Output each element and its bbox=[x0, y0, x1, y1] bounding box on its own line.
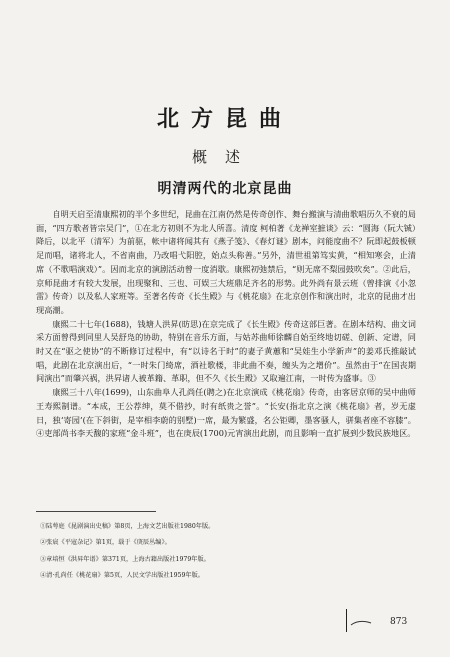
page-number: 873 bbox=[390, 617, 408, 627]
paragraph: 康熙三十八年(1699)，山东曲阜人孔尚任(聘之)在北京演成《桃花扇》传奇，由客居京师的吴中曲师王寿熙制谱。“本成，王公荐绅，莫不借抄，时有纸贵之誉”。“长安(指北京之演《桃花扇》者，岁无虚日，独‘寄园’(在下斜街，是宰相李蔚的别墅)一席，最为繁盛，名公钜卿，墨客骚人，骈集者座不容膝”。④吏部尚书李天馥的家班“金斗班”，也在庚辰(1700)元宵演出此剧，而且影响一直扩展到少数民族地区。 bbox=[36, 387, 416, 439]
section-title: 明清两代的北京昆曲 bbox=[157, 181, 293, 197]
paragraph: 康熙二十七年(1688)，钱塘人洪昇(昉思)在京完成了《长生殿》传奇这部巨著。在剧本结构、曲文词采方面曾得到同里人吴舒凫的协助，特别在音乐方面，与姑苏曲师徐麟自始至终地切磋、创新、定谱，同时又在“驱之使协”的不断修订过程中，有“以诗名于时”的妻子黄蕙和“吴娃生小学新声”的姜邓氏推敲试唱，此剧在北京演出后，“一时朱门绮席，酒社歌楼，非此曲不奏，缠头为之增价”。虽然由于“在国丧期间演出”而肇兴祸，洪昇诸人被革籍、革职，但不久《长生殿》又取遍江南，一时传为盛事。③ bbox=[36, 318, 416, 384]
footnote: ②张宸《平寇杂记》第1页，载于《庚辰丛编》。 bbox=[40, 539, 171, 547]
footnotes bbox=[40, 519, 410, 584]
paragraph: 自明天启至清康熙初的半个多世纪，昆曲在江南仍然是传奇创作、舞台搬演与清曲歌唱历久不衰的局面，“四方歌者皆宗吴门”，①在北方初则不为北人所喜。清度 柯柏著《龙禅室摭谈》云：“圆海（阮大铖）降后，以北平（清军）为前驱，帐中诸将闻其有《燕子笺》、《春灯谜》剧本，问能度曲不？阮即起鼓板顿足而唱，诸将北人，不省南曲，乃改唱弋阳腔，始点头称善。”另外，清世祖第笃实黄，“相知寒会，止清席（不歌唱演戏）”。因而北京的演剧活动曾一度消歇。康熙初弛禁后，“则无席不梨园鼓吹矣”。②此后，京师昆曲才有较大发展，出现聚和、三也、可娱三大班鼎足齐名的形势。此外尚有景云班（曾排演《小忽雷》传奇）以及私人家班等。至著名传奇《长生殿》与《桃花扇》在北京创作和演出时，北京的昆曲才出现高潮。 bbox=[36, 209, 416, 315]
chapter-title: 北方昆曲 bbox=[156, 106, 293, 132]
pencil-scribble-icon bbox=[345, 613, 375, 633]
footnote: ①陆萼庭《昆剧演出史稿》第8页，上海文艺出版社1980年版。 bbox=[40, 523, 215, 530]
footnote: ③章培恒《洪昇年谱》第371页，上海古籍出版社1979年版。 bbox=[40, 555, 210, 563]
footnote: ④清·孔尚任《桃花扇》第5页，人民文学出版社1959年版。 bbox=[40, 571, 204, 579]
chapter-subtitle: 概述 bbox=[191, 148, 258, 166]
body-text bbox=[36, 208, 416, 506]
footnote-divider bbox=[36, 511, 156, 512]
